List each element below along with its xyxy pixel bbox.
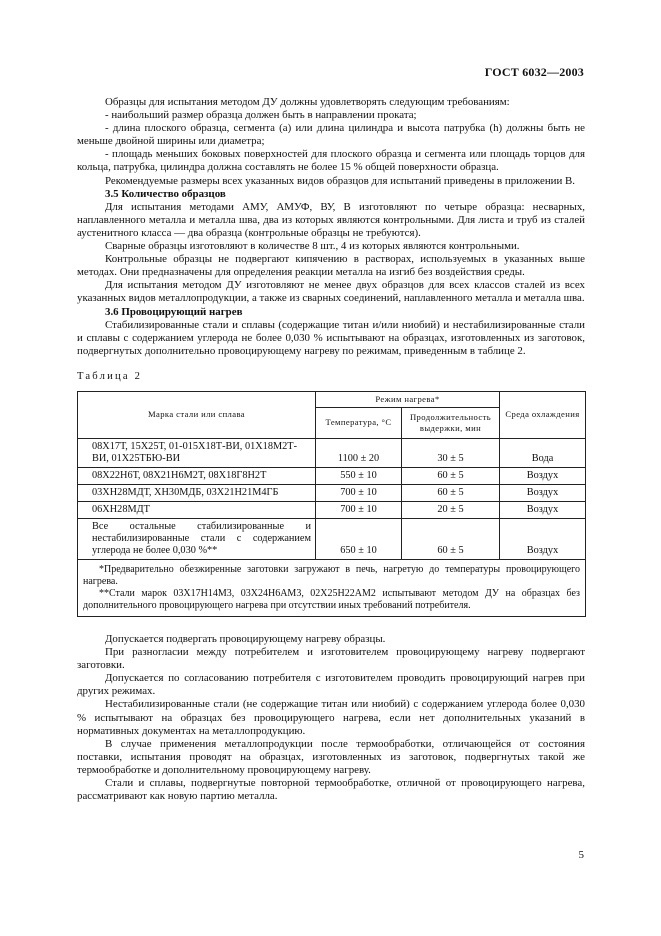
section-3-5-paragraph-3: Контрольные образцы не подвергают кипячению в растворах, используемых в указанных выше методах. Они предназначены для определения реакции металла на изгиб без воздействия среды.: [77, 253, 585, 279]
section-3-5-paragraph-4: Для испытания методом ДУ изготовляют не менее двух образцов для всех классов сталей из всех указанных видов металлопродукции, а также из сварных соединений, наплавленного металла и металла шва.: [77, 279, 585, 305]
section-3-6-number: 3.6: [105, 305, 119, 318]
grade-cell: 08Х17Т, 15Х25Т, 01-015Х18Т-ВИ, 01Х18М2Т-ВИ, 01Х25ТБЮ-ВИ: [78, 438, 316, 467]
heating-modes-table: [77, 391, 586, 617]
table-footnote-2: **Стали марок 03Х17Н14М3, 03Х24Н6АМ3, 02Х25Н22АМ2 испытывают методом ДУ на образцах без дополнительного провоцирующего нагрева при отсутствии иных требований потребителя.: [83, 587, 580, 611]
table-row: [78, 467, 586, 484]
duration-cell: 60 ± 5: [402, 467, 500, 484]
grade-cell: 08Х22Н6Т, 08Х21Н6М2Т, 08Х18Г8Н2Т: [78, 467, 316, 484]
duration-cell: 30 ± 5: [402, 438, 500, 467]
duration-cell: 60 ± 5: [402, 484, 500, 501]
temperature-cell: 1100 ± 20: [316, 438, 402, 467]
cooling-cell: Воздух: [500, 484, 586, 501]
table-row: [78, 438, 586, 467]
cooling-cell: Вода: [500, 438, 586, 467]
intro-paragraph: Образцы для испытания методом ДУ должны удовлетворять следующим требованиям:: [105, 96, 510, 108]
grade-cell: 06ХН28МДТ: [78, 501, 316, 518]
after-table-paragraph-2: При разногласии между потребителем и изготовителем провоцирующему нагреву подвергают заготовки.: [77, 646, 585, 672]
header-cooling-medium: Среда охлаждения: [500, 391, 586, 438]
requirement-item-2: - длина плоского образца, сегмента (а) или длина цилиндра и высота патрубка (h) должны быть не меньше двойной ширины или диаметра;: [77, 122, 585, 148]
duration-cell: 20 ± 5: [402, 501, 500, 518]
table-footnotes-row: [78, 559, 586, 616]
section-3-5-paragraph-1: Для испытания методами АМУ, АМУФ, ВУ, В изготовляют по четыре образца: несварных, наплавленного металла и металла шва, два из которых являются контрольными. Для листа и труб из сталей аустенитного класса — два образца (контрольные образцы не требуются).: [77, 200, 585, 239]
grade-cell: 03ХН28МДТ, ХН30МДБ, 03Х21Н21М4ГБ: [78, 484, 316, 501]
temperature-cell: 700 ± 10: [316, 484, 402, 501]
after-table-paragraph-1: Допускается подвергать провоцирующему нагреву образцы.: [105, 632, 386, 645]
temperature-cell: 650 ± 10: [316, 518, 402, 559]
appendix-reference-paragraph: Рекомендуемые размеры всех указанных видов образцов для испытаний приведены в приложении В.: [105, 174, 576, 187]
section-3-5-number: 3.5: [105, 187, 119, 200]
cooling-cell: Воздух: [500, 518, 586, 559]
header-grade: Марка стали или сплава: [78, 391, 316, 438]
section-3-6-title: Провоцирующий нагрев: [121, 305, 243, 318]
table-footnote-1: *Предварительно обезжиренные заготовки загружают в печь, нагретую до температуры провоцирующего нагрева.: [83, 563, 580, 587]
table-row: [78, 484, 586, 501]
section-3-5-title: Количество образцов: [121, 187, 226, 200]
page-number: 5: [578, 849, 584, 861]
table-row: [78, 501, 586, 518]
section-3-6-heading: [77, 306, 585, 319]
requirement-item-1: - наибольший размер образца должен быть в направлении проката;: [105, 109, 417, 122]
section-3-5-paragraph-2: Сварные образцы изготовляют в количестве 8 шт., 4 из которых являются контрольными.: [105, 240, 520, 253]
page-content: [77, 96, 585, 803]
table-caption: Таблица 2: [77, 370, 143, 382]
after-table-paragraph-4: Нестабилизированные стали (не содержащие титан или ниобий) с содержанием углерода более 0,030 % испытывают на образцах без провоцирующего нагрева, если нет дополнительных указаний в нормативных документах на металлопродукцию.: [77, 698, 585, 737]
grade-cell: Все остальные стабилизированные и нестабилизированные стали с содержанием углерода не более 0,030 %**: [78, 518, 316, 559]
table-row: [78, 518, 586, 559]
after-table-paragraph-3: Допускается по согласованию потребителя с изготовителем проводить провоцирующий нагрев при других режимах.: [77, 672, 585, 698]
cooling-cell: Воздух: [500, 501, 586, 518]
header-duration: Продолжительность выдержки, мин: [402, 407, 500, 438]
temperature-cell: 700 ± 10: [316, 501, 402, 518]
requirement-item-3: - площадь меньших боковых поверхностей для плоского образца и сегмента или площадь торцов для кольца, патрубка, цилиндра должна составлять не более 15 % общей поверхности образца.: [77, 148, 585, 174]
temperature-cell: 550 ± 10: [316, 467, 402, 484]
after-table-paragraph-5: В случае применения металлопродукции после термообработки, отличающейся от состояния поставки, испытания проводят на образцах, изготовленных из заготовок, подвергнутых такой же термообработке и дополнительному провоцирующему нагреву.: [77, 737, 585, 776]
duration-cell: 60 ± 5: [402, 518, 500, 559]
table-footnotes: [78, 559, 586, 616]
section-3-5-heading: [77, 188, 585, 201]
header-temperature: Температура, °С: [316, 407, 402, 438]
after-table-paragraph-6: Стали и сплавы, подвергнутые повторной термообработке, отличной от провоцирующего нагрева, рассматривают как новую партию металла.: [77, 777, 585, 803]
section-3-6-paragraph-1: Стабилизированные стали и сплавы (содержащие титан и/или ниобий) и нестабилизированные стали и сплавы с содержанием углерода не более 0,030 % испытывают на образцах, изготовленных из заготовок, подвергнутых дополнительно провоцирующему нагреву по режимам, приведенным в таблице 2.: [77, 318, 585, 357]
standard-header: ГОСТ 6032—2003: [484, 65, 584, 79]
cooling-cell: Воздух: [500, 467, 586, 484]
header-heating-mode: Режим нагрева*: [316, 391, 500, 407]
